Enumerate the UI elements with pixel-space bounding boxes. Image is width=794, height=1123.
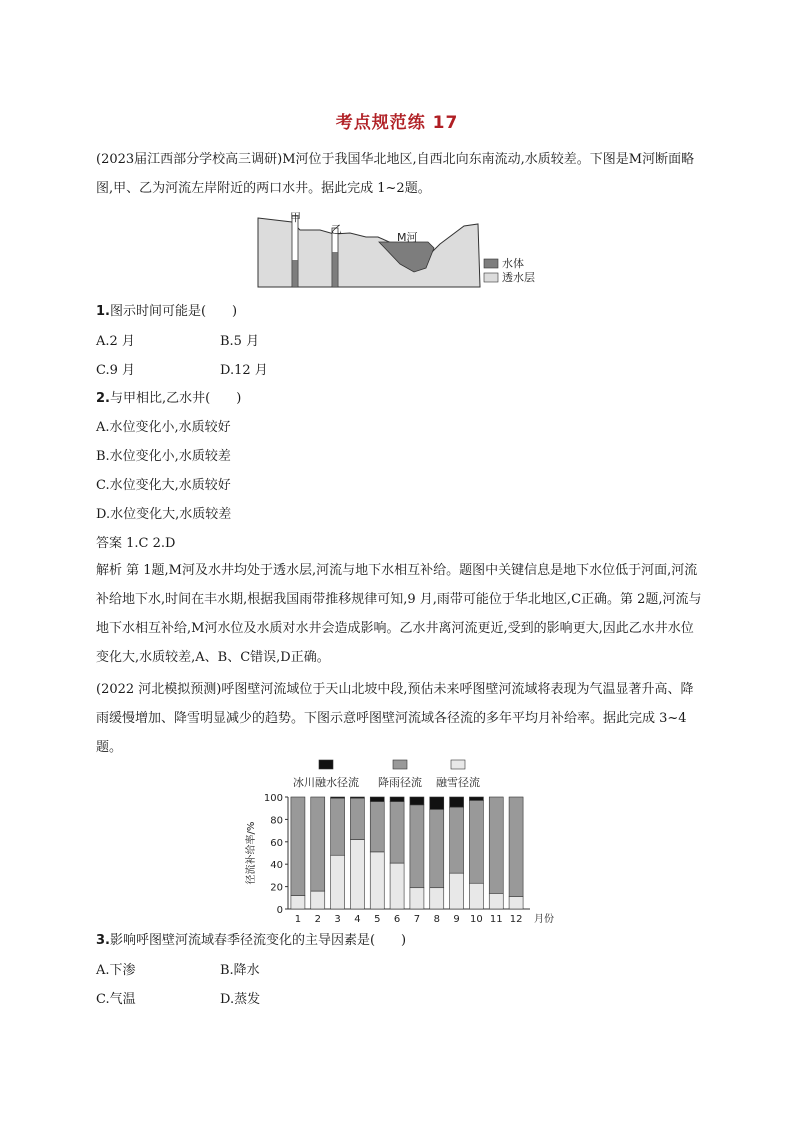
x-tick-label: 10 [470, 914, 483, 925]
bar-segment [469, 797, 483, 800]
bar-segment [370, 852, 384, 909]
label-jia: 甲 [290, 211, 301, 224]
bar-segment [430, 797, 444, 809]
bar-segment [370, 801, 384, 851]
bar-segment [509, 797, 523, 897]
bar-segment [469, 883, 483, 909]
question-2 [96, 389, 241, 409]
legend-permeable-swatch [484, 273, 498, 282]
x-tick-label: 2 [314, 914, 321, 925]
answer-line: 答案 1.C 2.D [96, 536, 176, 551]
x-tick-label: 1 [294, 914, 302, 925]
legend-swatch [393, 760, 407, 769]
legend-permeable-label: 透水层 [502, 271, 535, 284]
y-tick-label: 80 [270, 815, 283, 827]
legend-swatch [319, 760, 333, 769]
legend-swatch [451, 760, 465, 769]
bar-segment [410, 888, 424, 909]
x-axis-title: 月份 [534, 914, 554, 925]
legend-label: 冰川融水径流 [293, 776, 359, 789]
bar-segment [370, 797, 384, 801]
q2-option-c[interactable]: C.水位变化大,水质较好 [96, 478, 231, 493]
bar-segment [311, 797, 325, 891]
bar-segment [450, 873, 464, 909]
y-tick-label: 20 [270, 882, 283, 894]
x-tick-label: 12 [509, 914, 523, 925]
bar-segment [350, 798, 364, 839]
question-number: 2. [96, 391, 110, 406]
bar-segment [390, 801, 404, 863]
question-stem: 与甲相比,乙水井( ) [109, 391, 242, 406]
y-axis-title: 径流补给率/% [246, 821, 257, 885]
q3-option-d[interactable]: D.蒸发 [220, 992, 261, 1007]
bar-segment [331, 797, 345, 798]
x-tick-label: 11 [489, 914, 503, 925]
y-tick-label: 60 [270, 837, 283, 849]
bar-segment [489, 797, 503, 893]
y-tick-label: 0 [276, 905, 283, 916]
intro-passage-1: (2023届江西部分学校高三调研)M河位于我国华北地区,自西北向东南流动,水质较差。下图是M河断面略图,甲、乙为河流左岸附近的两口水井。据此完成 1~2题。 [96, 152, 695, 196]
permeable-layer [258, 218, 480, 287]
runoff-recharge-chart [238, 756, 568, 928]
river-cross-section-figure [250, 208, 560, 290]
legend-label: 降雨径流 [378, 776, 422, 789]
question-3 [96, 931, 406, 951]
bar-segment [410, 797, 424, 805]
q3-option-a[interactable]: A.下渗 [96, 963, 136, 978]
x-tick-label: 4 [354, 914, 361, 925]
question-1 [96, 302, 237, 322]
question-number: 3. [96, 933, 110, 948]
bar-segment [509, 897, 523, 909]
bar-segment [390, 863, 404, 909]
x-tick-label: 8 [433, 914, 440, 925]
bar-segment [291, 896, 305, 909]
bar-segment [350, 840, 364, 909]
q1-option-b[interactable]: B.5 月 [220, 334, 260, 349]
q2-option-d[interactable]: D.水位变化大,水质较差 [96, 507, 232, 522]
label-yi: 乙 [331, 223, 342, 236]
bar-segment [469, 800, 483, 883]
q2-option-b[interactable]: B.水位变化小,水质较差 [96, 449, 231, 464]
label-river: M河 [397, 231, 418, 244]
legend-water-label: 水体 [502, 257, 524, 270]
bar-segment [489, 893, 503, 909]
x-tick-label: 6 [393, 914, 401, 925]
page-title: 考点规范练 17 [335, 113, 459, 133]
legend-water-swatch [484, 259, 498, 268]
intro-passage-2: (2022 河北模拟预测)呼图壁河流域位于天山北坡中段,预估未来呼图壁河流域将表现为气温显著升高、降雨缓慢增加、降雪明显减少的趋势。下图示意呼图壁河流域各径流的多年平均月补给率。据此完成 3~4题。 [96, 682, 694, 755]
q1-option-c[interactable]: C.9 月 [96, 363, 136, 378]
q1-option-a[interactable]: A.2 月 [96, 334, 135, 349]
bar-segment [430, 888, 444, 909]
q3-option-c[interactable]: C.气温 [96, 992, 136, 1007]
q2-option-a[interactable]: A.水位变化小,水质较好 [96, 420, 231, 435]
bar-segment [450, 797, 464, 807]
y-tick-label: 40 [270, 860, 283, 872]
q3-option-b[interactable]: B.降水 [220, 963, 260, 978]
bar-segment [430, 809, 444, 887]
well-jia-water [293, 260, 298, 287]
x-tick-label: 7 [413, 914, 421, 925]
y-tick-label: 100 [263, 793, 283, 804]
x-tick-label: 5 [374, 914, 381, 925]
question-stem: 影响呼图壁河流域春季径流变化的主导因素是( ) [109, 933, 407, 948]
question-number: 1. [96, 304, 110, 319]
x-tick-label: 3 [334, 914, 341, 925]
question-stem: 图示时间可能是( ) [109, 304, 238, 319]
bar-segment [350, 797, 364, 798]
legend-label: 融雪径流 [436, 776, 480, 789]
well-yi-water [333, 252, 338, 287]
bar-segment [291, 797, 305, 896]
bar-segment [410, 805, 424, 888]
bar-segment [450, 807, 464, 873]
q1-option-d[interactable]: D.12 月 [220, 363, 268, 378]
bar-segment [331, 855, 345, 909]
bar-segment [390, 797, 404, 801]
bar-segment [311, 891, 325, 909]
x-tick-label: 9 [453, 914, 460, 925]
bar-segment [331, 798, 345, 855]
analysis-passage: 解析 第 1题,M河及水井均处于透水层,河流与地下水相互补给。题图中关键信息是地下水位低于河面,河流补给地下水,时间在丰水期,根据我国雨带推移规律可知,9 月,雨带可能位于华北地区,C正确。第 2题,河流与地下水相互补给,M河水位及水质对水井会造成影响。乙水井离河流更近,受到的影响更大,因此乙水井水位变化大,水质较差,A、B、C错误,D正确。 [96, 563, 702, 665]
